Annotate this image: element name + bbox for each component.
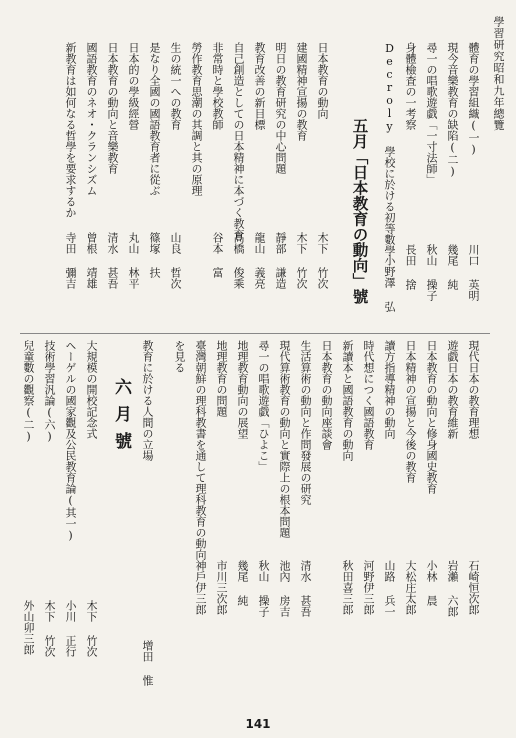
article-title: を見る [173,340,186,373]
article-title: 身體檢査の一考察 [404,42,417,130]
author-name: 清水 甚吾 [106,232,119,289]
author-name: 篠塚 扶 [148,232,161,278]
author-name: 石崎恒次郎 [467,560,480,615]
article-title: 現代算術教育の動向と實際上の根本問題 [278,340,291,538]
author-name: 長田 捨 [404,244,417,290]
article-title: 自己創造としての日本精神に本づく教育 [232,42,245,240]
article-title: 大規模の開校記念式 [85,340,98,439]
author-name: 小川 正行 [64,600,77,657]
article-title: 現今音樂教育の缺陷(二) [446,42,459,178]
article-title: 體育の學習組織(一) [467,42,480,156]
author-name: 幾尾 純 [446,244,459,290]
section-divider [20,333,490,334]
author-name: 山路 兵一 [383,560,396,617]
article-title: 明日の教育研究の中心問題 [274,42,287,174]
author-name: 木下 竹次 [43,600,56,657]
article-title: 日本的の學級經營 [127,42,140,130]
article-title: 兒童數の觀察(二) [22,340,35,443]
article-title: 新讀本と國語教育の動向 [341,340,354,461]
article-title: 日本教育の動向 [316,42,329,119]
author-name: 秋山 操子 [425,244,438,301]
author-name: 山良 哲次 [169,232,182,289]
author-name: 谷本 富 [211,232,224,278]
article-title: 國語教育のネオ・クランシズム [85,42,98,196]
author-name: 市川三次郎 [215,560,228,615]
article-title: 是なり全國の國語教育者に從ぶ [148,42,161,196]
author-name: 清水 甚吾 [299,560,312,617]
article-title: 日本教育の動向と音樂教育 [106,42,119,174]
author-name: 大松庄太郎 [404,560,417,615]
running-header: 學習研究昭和九年總覽 [492,16,505,131]
author-name: 秋山 操子 [257,560,270,617]
issue-title-june: 六月號 [111,378,131,459]
author-name: 增田 惟 [141,640,154,686]
author-name: 小野澤 弘 [383,255,396,312]
author-name: 岩瀨 六郎 [446,560,459,617]
article-title: ヘーゲルの國家觀及公民教育論(其一) [64,340,77,542]
article-title: 建國精神宣揚の教育 [295,42,308,141]
article-title: 遊戯日本の教育維新 [446,340,459,439]
article-title: Decroly 學校に於ける初等數學 [383,42,396,256]
article-title: 新教育は如何なる哲學を要求するか [64,42,77,218]
article-title: 現代日本の教育理想 [467,340,480,439]
author-name: 木下 竹次 [316,232,329,289]
issue-title-may: 五月「日本教育の動向」號 [350,118,370,304]
author-name: 幾尾 純 [236,560,249,606]
author-name: 小林 晨 [425,560,438,606]
author-name: 丸山 林平 [127,232,140,289]
article-title: 非常時と學校教師 [211,42,224,130]
author-name: 外山卯三郎 [22,600,35,655]
article-title: 教育改善の新目標 [253,42,266,130]
article-title: 讀方指導精神の動向 [383,340,396,439]
article-title: 地理教育動向の展望 [236,340,249,439]
article-title: 地理教育の問題 [215,340,228,417]
author-name: 高橋 俊乘 [232,232,245,289]
author-name: 川口 英明 [467,244,480,301]
author-name: 寺田 彌吉 [64,232,77,289]
article-title: 勞作教育思潮の其調と其の原理 [190,42,203,196]
author-name: 靜部 謙造 [274,232,287,289]
article-title: 教育に於ける人間の立場 [141,340,154,461]
article-title: 技術學習汎論(六) [43,340,56,443]
author-name: 龍山 義亮 [253,232,266,289]
article-title: 生の統一への教育 [169,42,182,130]
author-name: 木下 竹次 [295,232,308,289]
article-title: 尋一の唱歌遊戯「ひよこ」 [257,340,270,472]
author-name: 秋田喜三郎 [341,560,354,615]
author-name: 神戶伊三郎 [194,560,207,615]
article-title: 日本教育の動向座談會 [320,340,333,450]
author-name: 木下 竹次 [85,600,98,657]
article-title: 日本教育の動向と修身國史教育 [425,340,438,494]
author-name: 池內 房吉 [278,560,291,617]
page-number: 141 [245,717,271,731]
article-title: 臺灣朝鮮の理科教書を通して理科教育の動向 [194,340,207,560]
article-title: 生活算術の動向と作問發展の研究 [299,340,312,505]
article-title: 時代想につく國語教育 [362,340,375,450]
article-title: 日本精神の宣揚と今後の教育 [404,340,417,483]
article-title: 尋一の唱歌遊戯「一寸法師」 [425,42,438,185]
author-name: 河野伊三郎 [362,560,375,615]
author-name: 曾根 靖雄 [85,232,98,289]
